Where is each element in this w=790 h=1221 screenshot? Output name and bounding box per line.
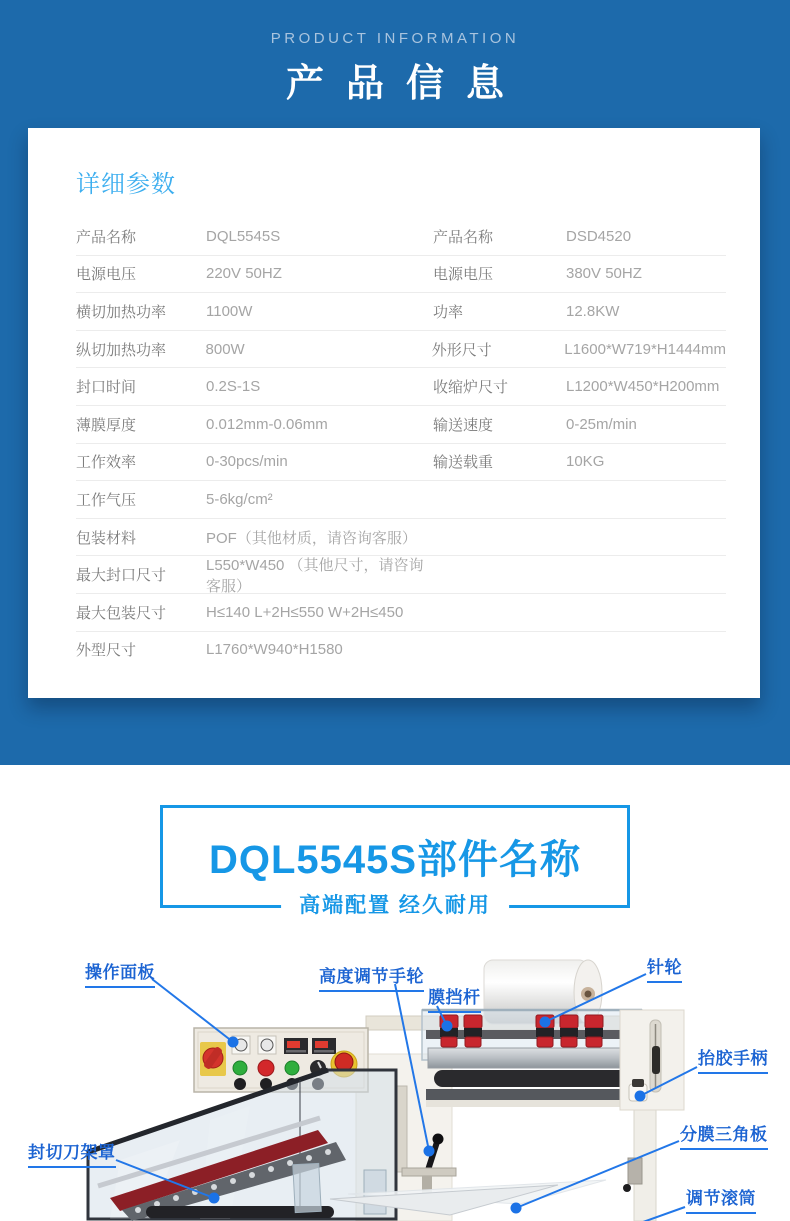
spec-label: 包装材料 (76, 529, 137, 547)
part-label-lift-handle: 抬胶手柄 (698, 1044, 768, 1074)
table-row (76, 556, 726, 594)
spec-value: POF（其他材质，请咨询客服） (206, 529, 417, 547)
main-power-switch (200, 1042, 226, 1076)
table-row (76, 519, 726, 557)
part-label-cutter-cover: 封切刀架罩 (28, 1138, 116, 1168)
spec-label: 功率 (433, 303, 464, 321)
spec-value: 380V 50HZ (566, 265, 642, 283)
spec-label: 最大包装尺寸 (76, 604, 167, 622)
spec-value: 5-6kg/cm² (206, 490, 273, 508)
red-button (258, 1060, 274, 1076)
spec-label: 输送载重 (433, 454, 494, 472)
parts-section-title: DQL5545S部件名称 (208, 838, 582, 882)
spec-value: 0-30pcs/min (206, 453, 288, 471)
spec-label: 封口时间 (76, 379, 137, 397)
parts-section-subtitle: 高端配置 经久耐用 (281, 890, 509, 922)
table-row (76, 632, 726, 669)
table-row (76, 594, 726, 632)
spec-value: 0-25m/min (566, 415, 637, 433)
spec-label: 外型尺寸 (76, 642, 137, 660)
spec-value: 0.012mm-0.06mm (206, 415, 328, 433)
spec-value: 10KG (566, 453, 605, 471)
spec-label: 产品名称 (433, 228, 494, 246)
table-row (76, 481, 726, 519)
table-row (76, 368, 726, 406)
part-label-film-stop-bar: 膜挡杆 (428, 983, 481, 1013)
spec-value: L1600*W719*H1444mm (564, 340, 726, 358)
spec-value: 1100W (206, 302, 253, 320)
green-button (285, 1061, 299, 1075)
spec-card (28, 128, 760, 698)
part-label-operation-panel: 操作面板 (85, 958, 155, 988)
part-label-triangle-plate: 分膜三角板 (680, 1120, 768, 1150)
film-roller (428, 1048, 652, 1068)
part-label-adjust-roller: 调节滚筒 (686, 1184, 756, 1214)
spec-label: 薄膜厚度 (76, 416, 137, 434)
parts-title-box (160, 805, 630, 917)
spec-value: L1760*W940*H1580 (206, 641, 343, 659)
spec-value: 800W (205, 340, 245, 358)
spec-label: 产品名称 (76, 228, 137, 246)
spec-label: 电源电压 (433, 266, 494, 284)
spec-label: 外形尺寸 (431, 341, 492, 359)
spec-value: DSD4520 (566, 227, 632, 245)
spec-table (76, 218, 726, 668)
spec-value: H≤140 L+2H≤550 W+2H≤450 (206, 603, 404, 621)
spec-value: L550*W450 （其他尺寸，请咨询客服） (206, 556, 424, 595)
table-row (76, 218, 726, 256)
spec-label: 横切加热功率 (76, 303, 167, 321)
spec-label: 工作效率 (76, 454, 137, 472)
side-plate (620, 1010, 684, 1110)
spec-value: L1200*W450*H200mm (566, 378, 720, 396)
table-row (76, 331, 726, 369)
spec-value: 220V 50HZ (206, 265, 282, 283)
spec-value: 0.2S-1S (206, 378, 261, 396)
page-title: 产品信息 (285, 63, 526, 105)
spec-label: 工作气压 (76, 491, 137, 509)
spec-card-heading: 详细参数 (76, 171, 176, 198)
table-row (76, 406, 726, 444)
leg-knob (623, 1184, 631, 1192)
spec-value: DQL5545S (206, 227, 281, 245)
spec-label: 收缩炉尺寸 (433, 379, 509, 397)
hero-eyebrow: PRODUCT INFORMATION (270, 30, 520, 47)
spec-label: 输送速度 (433, 416, 494, 434)
spec-value: 12.8KW (566, 302, 620, 320)
green-button (233, 1061, 247, 1075)
table-row (76, 256, 726, 294)
part-label-height-handwheel: 高度调节手轮 (319, 962, 424, 992)
part-label-pin-wheel: 针轮 (647, 953, 682, 983)
film-guide-plate (293, 1163, 321, 1212)
spec-label: 电源电压 (76, 266, 137, 284)
table-row (76, 444, 726, 482)
table-row (76, 293, 726, 331)
spec-label: 最大封口尺寸 (76, 567, 167, 585)
spec-label: 纵切加热功率 (76, 341, 167, 359)
